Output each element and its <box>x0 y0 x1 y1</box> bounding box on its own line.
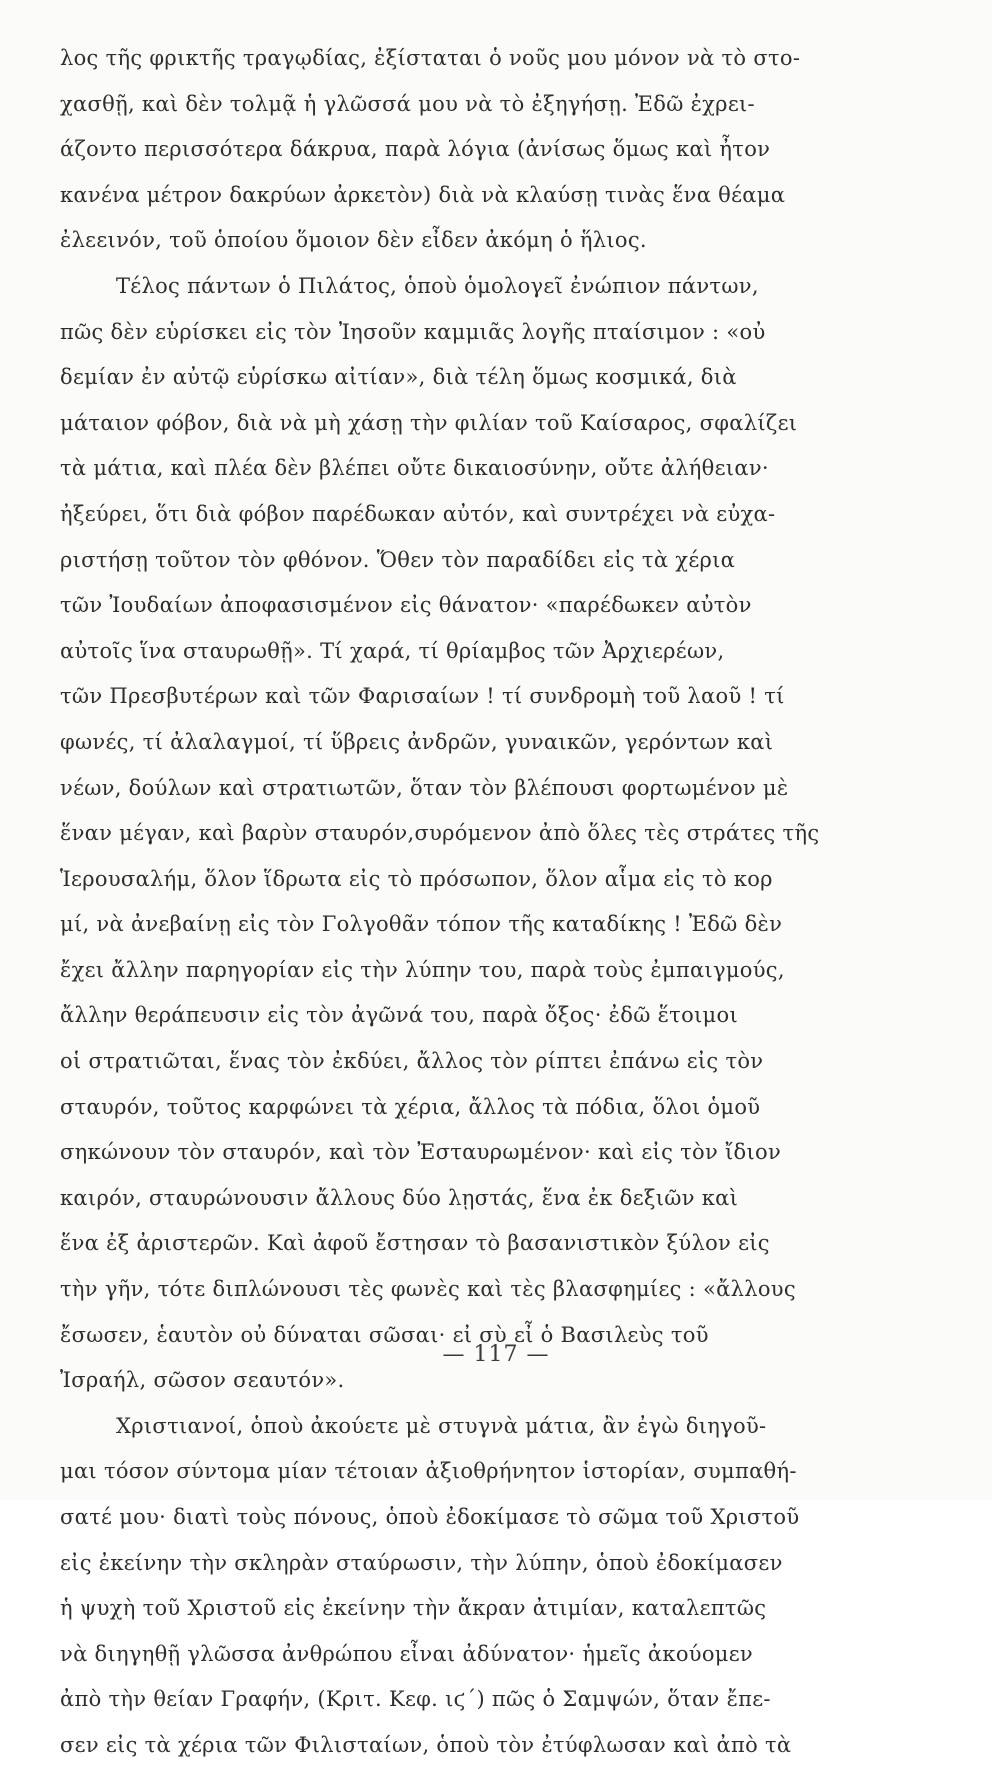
text-line: σεν εἰς τὰ χέρια τῶν Φιλισταίων, ὁποὺ τὸν ἐτύφλωσαν καὶ ἀπὸ τὰ <box>60 1732 792 1757</box>
text-line: Ἰσραήλ, σῶσον σεαυτόν». <box>60 1368 345 1393</box>
text-line: καιρόν, σταυρώνουσιν ἄλλους δύο λῃστάς, ἕνα ἐκ δεξιῶν καὶ <box>60 1185 739 1210</box>
paragraph-start-line: Τέλος πάντων ὁ Πιλάτος, ὁποὺ ὁμολογεῖ ἐνώπιον πάντων, <box>116 273 759 298</box>
text-line: τῶν Ἰουδαίων ἀποφασισμένον εἰς θάνατον· «παρέδωκεν αὐτὸν <box>60 593 752 618</box>
text-line: ἠξεύρει, ὅτι διὰ φόβον παρέδωκαν αὐτόν, καὶ συντρέχει νὰ εὐχα- <box>60 501 776 526</box>
paragraph-start-line: Χριστιανοί, ὁποὺ ἀκούετε μὲ στυγνὰ μάτια, ἂν ἐγὼ διηγοῦ- <box>116 1413 767 1438</box>
text-line: εἰς ἐκείνην τὴν σκληρὰν σταύρωσιν, τὴν λύπην, ὁποὺ ἐδοκίμασεν <box>60 1550 783 1575</box>
text-line: τὰ μάτια, καὶ πλέα δὲν βλέπει οὔτε δικαιοσύνην, οὔτε ἀλήθειαν· <box>60 456 769 481</box>
body-text <box>60 36 830 1769</box>
text-line: ἀπὸ τὴν θείαν Γραφήν, (Κριτ. Κεφ. ιϛ΄) πῶς ὁ Σαμψών, ὅταν ἔπε- <box>60 1687 771 1712</box>
text-line: Ἱερουσαλήμ, ὅλον ἵδρωτα εἰς τὸ πρόσωπον, ὅλον αἷμα εἰς τὸ κορ <box>60 866 773 891</box>
text-line: ἐλεεινόν, τοῦ ὁποίου ὅμοιον δὲν εἶδεν ἀκόμη ὁ ἥλιος. <box>60 228 647 253</box>
text-line: τὴν γῆν, τότε διπλώνουσι τὲς φωνὲς καὶ τὲς βλασφημίες : «ἄλλους <box>60 1277 796 1302</box>
text-line: ἕναν μέγαν, καὶ βαρὺν σταυρόν,συρόμενον ἀπὸ ὅλες τὲς στράτες τῆς <box>60 821 820 846</box>
text-line: κανένα μέτρον δακρύων ἀρκετὸν) διὰ νὰ κλαύσῃ τινὰς ἕνα θέαμα <box>60 182 786 207</box>
text-line: μαι τόσον σύντομα μίαν τέτοιαν ἀξιοθρήνητον ἱστορίαν, συμπαθή- <box>60 1459 797 1484</box>
text-line: νέων, δούλων καὶ στρατιωτῶν, ὅταν τὸν βλέπουσι φορτωμένον μὲ <box>60 775 789 800</box>
text-line: φωνές, τί ἀλαλαγμοί, τί ὕβρεις ἀνδρῶν, γυναικῶν, γερόντων καὶ <box>60 729 774 754</box>
text-line: ριστήσῃ τοῦτον τὸν φθόνον. Ὅθεν τὸν παραδίδει εἰς τὰ χέρια <box>60 547 736 572</box>
text-line: μί, νὰ ἀνεβαίνῃ εἰς τὸν Γολγοθᾶν τόπον τῆς καταδίκης ! Ἐδῶ δὲν <box>60 912 783 937</box>
text-line: σατέ μου· διατὶ τοὺς πόνους, ὁποὺ ἐδοκίμασε τὸ σῶμα τοῦ Χριστοῦ <box>60 1505 800 1529</box>
text-line: νὰ διηγηθῇ γλῶσσα ἀνθρώπου εἶναι ἀδύνατον· ἡμεῖς ἀκούομεν <box>60 1641 753 1666</box>
text-line: πῶς δὲν εὑρίσκει εἰς τὸν Ἰησοῦν καμμιᾶς λογῆς πταίσιμον : «οὐ <box>60 319 766 344</box>
text-line: τῶν Πρεσβυτέρων καὶ τῶν Φαρισαίων ! τί συνδρομὴ τοῦ λαοῦ ! τί <box>60 684 785 709</box>
text-line: άζοντο περισσότερα δάκρυα, παρὰ λόγια (ἀνίσως ὅμως καὶ ἦτον <box>60 137 771 162</box>
text-line: ἔχει ἄλλην παρηγορίαν εἰς τὴν λύπην του, παρὰ τοὺς ἐμπαιγμούς, <box>60 957 785 982</box>
text-line: δεμίαν ἐν αὐτῷ εὑρίσκω αἰτίαν», διὰ τέλη ὅμως κοσμικά, διὰ <box>60 365 737 390</box>
text-line: χασθῇ, καὶ δὲν τολμᾷ ἡ γλῶσσά μου νὰ τὸ ἐξηγήσῃ. Ἐδῶ ἐχρει- <box>60 91 755 116</box>
text-line: σηκώνουν τὸν σταυρόν, καὶ τὸν Ἐσταυρωμένον· καὶ εἰς τὸν ἴδιον <box>60 1140 782 1165</box>
page-number: — 117 — <box>442 1342 550 1367</box>
text-line: σταυρόν, τοῦτος καρφώνει τὰ χέρια, ἄλλος τὰ πόδια, ὅλοι ὁμοῦ <box>60 1094 761 1119</box>
text-line: λος τῆς φρικτῆς τραγῳδίας, ἐξίσταται ὁ νοῦς μου μόνον νὰ τὸ στο- <box>60 46 801 70</box>
text-line: οἱ στρατιῶται, ἕνας τὸν ἐκδύει, ἄλλος τὸν ρίπτει ἐπάνω εἰς τὸν <box>60 1049 764 1074</box>
text-line: ἕνα ἐξ ἀριστερῶν. Καὶ ἀφοῦ ἔστησαν τὸ βασανιστικὸν ξύλον εἰς <box>60 1231 770 1256</box>
text-line: αὐτοῖς ἵνα σταυρωθῇ». Τί χαρά, τί θρίαμβος τῶν Ἀρχιερέων, <box>60 638 725 663</box>
text-line: ἡ ψυχὴ τοῦ Χριστοῦ εἰς ἐκείνην τὴν ἄκραν ἀτιμίαν, καταλεπτῶς <box>60 1596 767 1621</box>
text-line: μάταιον φόβον, διὰ νὰ μὴ χάσῃ τὴν φιλίαν τοῦ Καίσαρος, σφαλίζει <box>60 410 798 435</box>
text-line: ἔσωσεν, ἑαυτὸν οὐ δύναται σῶσαι· εἰ σὺ εἶ ὁ Βασιλεὺς τοῦ <box>60 1322 709 1347</box>
text-line: ἄλλην θεράπευσιν εἰς τὸν ἀγῶνά του, παρὰ ὄξος· ἐδῶ ἕτοιμοι <box>60 1003 738 1028</box>
